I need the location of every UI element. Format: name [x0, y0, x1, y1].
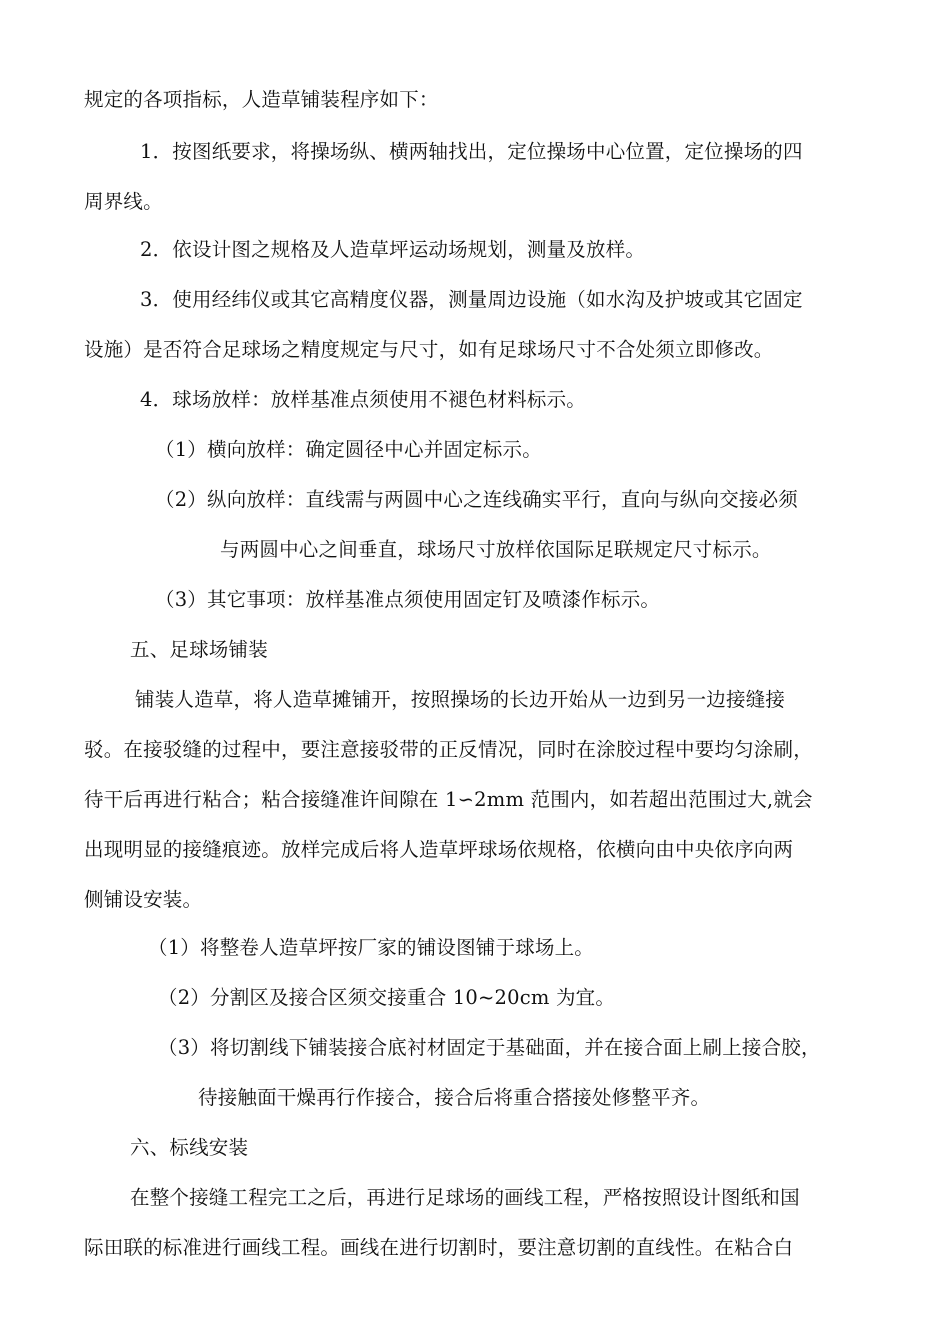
list-item-1: 1．按图纸要求，将操场纵、横两轴找出，定位操场中心位置，定位操场的四 [140, 140, 803, 163]
section-heading-5: 五、足球场铺装 [130, 638, 268, 661]
sub-item-3: （3）其它事项：放样基准点须使用固定钉及喷漆作标示。 [155, 588, 661, 611]
text-line: 规定的各项指标，人造草铺装程序如下： [84, 88, 439, 111]
text-line: 设施）是否符合足球场之精度规定与尺寸，如有足球场尺寸不合处须立即修改。 [84, 338, 774, 361]
list-item-4: 4．球场放样：放样基准点须使用不褪色材料标示。 [140, 388, 587, 411]
sub-item-1: （1）将整卷人造草坪按厂家的铺设图铺于球场上。 [148, 936, 595, 959]
sub-item-3: （3）将切割线下铺装接合底衬材固定于基础面，并在接合面上刷上接合胶， [158, 1036, 821, 1059]
paragraph-line: 侧铺设安装。 [84, 888, 203, 911]
paragraph-line: 铺装人造草，将人造草摊铺开，按照操场的长边开始从一边到另一边接缝接 [135, 688, 786, 711]
paragraph-line: 驳。在接驳缝的过程中，要注意接驳带的正反情况，同时在涂胶过程中要均匀涂刷， [84, 738, 813, 761]
paragraph-line: 际田联的标准进行画线工程。画线在进行切割时，要注意切割的直线性。在粘合白 [84, 1236, 794, 1259]
sub-item-2: （2）纵向放样：直线需与两圆中心之连线确实平行，直向与纵向交接必须 [155, 488, 799, 511]
list-item-2: 2．依设计图之规格及人造草坪运动场规划，测量及放样。 [140, 238, 646, 261]
section-heading-6: 六、标线安装 [130, 1136, 249, 1159]
text-line: 与两圆中心之间垂直，球场尺寸放样依国际足联规定尺寸标示。 [220, 538, 772, 561]
list-item-3: 3．使用经纬仪或其它高精度仪器，测量周边设施（如水沟及护坡或其它固定 [140, 288, 803, 311]
sub-item-2: （2）分割区及接合区须交接重合 10~20cm 为宜。 [158, 986, 616, 1009]
paragraph-line: 待干后再进行粘合；粘合接缝准许间隙在 1∽2mm 范围内，如若超出范围过大,就会 [84, 788, 813, 811]
text-line: 周界线。 [84, 190, 163, 213]
paragraph-line: 出现明显的接缝痕迹。放样完成后将人造草坪球场依规格，依横向由中央依序向两 [84, 838, 794, 861]
paragraph-line: 在整个接缝工程完工之后，再进行足球场的画线工程，严格按照设计图纸和国 [130, 1186, 800, 1209]
text-line: 待接触面干燥再行作接合，接合后将重合搭接处修整平齐。 [198, 1086, 711, 1109]
sub-item-1: （1）横向放样：确定圆径中心并固定标示。 [155, 438, 542, 461]
